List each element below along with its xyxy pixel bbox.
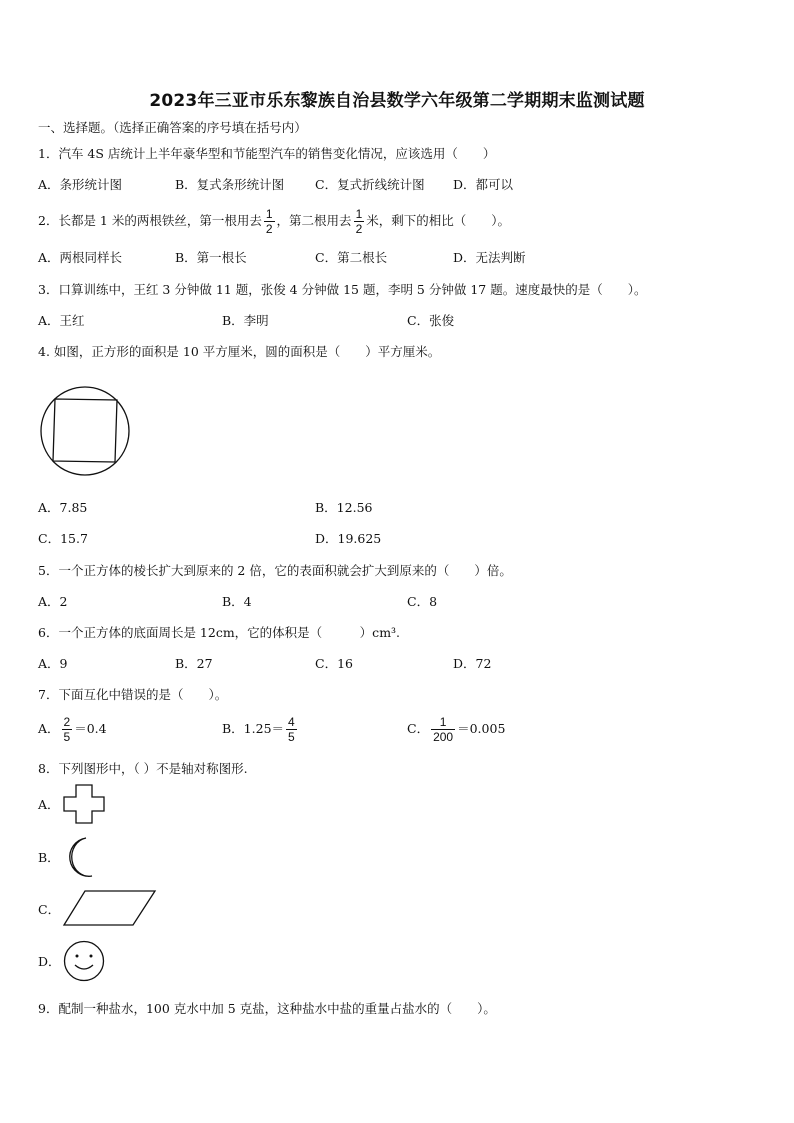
q2-fraction-1 [264, 207, 275, 236]
question-9-stem: 9．配制一种盐水，100 克水中加 5 克盐，这种盐水中盐的重量占盐水的（ ）。 [38, 1001, 496, 1016]
q7-option-c-rest: ＝0.005 [457, 721, 506, 736]
fraction-numerator: 1 [355, 207, 363, 221]
page-title: 2023年三亚市乐东黎族自治县数学六年级第二学期期末监测试题 [149, 91, 645, 111]
q3-option-b: B．李明 [222, 313, 269, 328]
q3-option-a: A．王红 [38, 313, 85, 328]
q7-option-c-label: C． [407, 721, 430, 736]
q7-b-fraction [286, 715, 297, 744]
q6-option-a: A．9 [38, 656, 68, 671]
q2-stem-part3: 米，剩下的相比（ ）。 [366, 213, 511, 228]
q7-option-b-label: B．1.25＝ [222, 721, 285, 736]
cross-shape-icon [63, 784, 105, 824]
q7-option-a-label: A． [38, 721, 60, 736]
question-5-stem: 5．一个正方体的棱长扩大到原来的 2 倍，它的表面积就会扩大到原来的（ ）倍。 [38, 563, 512, 578]
q7-c-fraction [431, 715, 455, 744]
q5-option-b: B．4 [222, 594, 252, 609]
q7-option-b [222, 712, 299, 746]
q4-option-d: D．19.625 [315, 531, 382, 546]
circle-square-figure [40, 386, 130, 476]
question-4-stem: 4. 如图，正方形的面积是 10 平方厘米，圆的面积是（ ）平方厘米。 [38, 344, 441, 359]
q8-option-d: D． [38, 954, 61, 969]
q1-option-b: B．复式条形统计图 [175, 177, 285, 192]
q4-option-a: A．7.85 [38, 500, 88, 515]
section-heading: 一、选择题。（选择正确答案的序号填在括号内） [38, 120, 307, 135]
q6-option-c: C．16 [315, 656, 353, 671]
q1-option-a: A．条形统计图 [38, 177, 123, 192]
q6-option-d: D．72 [453, 656, 492, 671]
q1-option-d: D．都可以 [453, 177, 514, 192]
q1-option-c: C．复式折线统计图 [315, 177, 425, 192]
q7-option-a-rest: ＝0.4 [74, 721, 107, 736]
q2-option-d: D．无法判断 [453, 250, 526, 265]
q2-option-a: A．两根同样长 [38, 250, 123, 265]
q3-option-c: C．张俊 [407, 313, 455, 328]
fraction-denominator: 5 [63, 730, 71, 744]
fraction-numerator: 1 [431, 715, 455, 730]
question-2-stem [38, 205, 510, 237]
q2-fraction-2 [354, 207, 365, 236]
q7-option-a [38, 712, 107, 746]
question-8-stem: 8．下列图形中，（ ）不是轴对称图形. [38, 761, 248, 776]
q2-option-b: B．第一根长 [175, 250, 247, 265]
smiley-face-icon [63, 940, 105, 982]
q6-option-b: B．27 [175, 656, 213, 671]
fraction-denominator: 5 [288, 730, 295, 744]
fraction-denominator: 2 [265, 222, 273, 236]
q7-option-c [407, 712, 505, 746]
fraction-numerator: 2 [63, 715, 71, 729]
q5-option-a: A．2 [38, 594, 68, 609]
fraction-denominator: 2 [355, 222, 363, 236]
parallelogram-icon [63, 890, 157, 926]
q4-option-c: C．15.7 [38, 531, 88, 546]
q8-option-b: B． [38, 850, 60, 865]
q2-option-c: C．第二根长 [315, 250, 388, 265]
fraction-numerator: 1 [265, 207, 273, 221]
question-6-stem: 6．一个正方体的底面周长是 12cm，它的体积是（ ）cm³. [38, 625, 401, 640]
inscribed-square [53, 399, 117, 462]
q4-option-b: B．12.56 [315, 500, 373, 515]
crescent-moon-icon [62, 836, 94, 878]
q2-stem-part1: 2．长都是 1 米的两根铁丝，第一根用去 [38, 213, 262, 228]
q8-option-c: C． [38, 902, 61, 917]
question-1-stem: 1．汽车 4S 店统计上半年豪华型和节能型汽车的销售变化情况，应该选用（ ） [38, 146, 496, 161]
q8-option-a: A． [38, 797, 60, 812]
fraction-numerator: 4 [288, 715, 295, 729]
q7-a-fraction [62, 715, 73, 744]
question-3-stem: 3．口算训练中，王红 3 分钟做 11 题，张俊 4 分钟做 15 题，李明 5 分钟做 17 题。速度最快的是（ ）。 [38, 282, 647, 297]
fraction-denominator: 200 [433, 730, 454, 744]
question-7-stem: 7．下面互化中错误的是（ ）。 [38, 687, 228, 702]
q5-option-c: C．8 [407, 594, 438, 609]
q2-stem-part2: ，第二根用去 [276, 213, 352, 228]
